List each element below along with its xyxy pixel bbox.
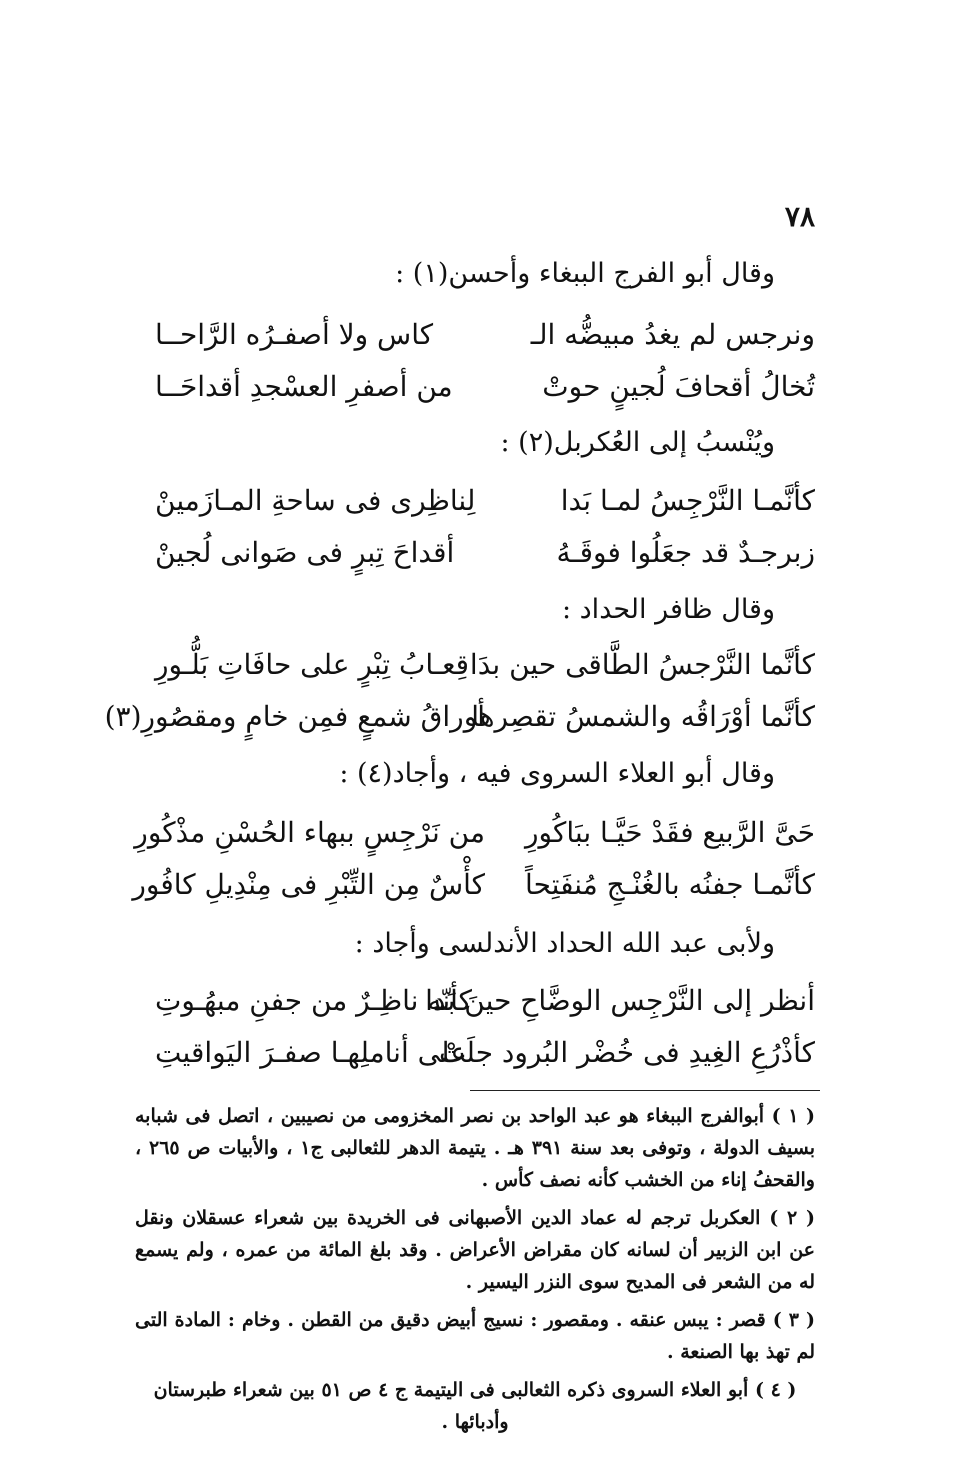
- poem-intro: ولأبى عبد الله الحداد الأندلسى وأجاد :: [354, 928, 775, 959]
- verse-line: [132, 860, 815, 910]
- verse-line: [155, 640, 815, 690]
- second-hemistich: أقداحَ تِبرٍ فى صَوانى لُجينْ: [155, 536, 455, 569]
- poem-intro: ويُنْسبُ إلى العُكربل(٢) :: [500, 427, 775, 458]
- second-hemistich: قِعـابُ تِبْرٍ على حافَاتِ بَلُّـورِ: [155, 648, 469, 681]
- first-hemistich: كأنَّمـا النَّرْجِسُ لمـا بَدا: [560, 484, 815, 517]
- verse-line: [104, 692, 815, 742]
- second-hemistich: كأنّه ناظِـرٌ من جفنِ مبهُـوتِ: [155, 984, 473, 1017]
- footnote: ( ١ ) أبوالفرج الببغاء هو عبد الواحد بن نصر المخزومى من نصيبين ، اتصل فى شبابه بسيف الدولة ، وتوفى بعد سنة ٣٩١ هـ . يتيمة الدهر للثعالبى ج١ ، والأبيات ص ٢٦٥ ، والقحفُ إناء من الخشب كأنه نصف كأس .: [135, 1105, 816, 1191]
- first-hemistich: كأنَّما النَّرْجسُ الطَّاقى حين بدَا: [469, 648, 815, 681]
- footnote: ( ٢ ) العكربل ترجم له عماد الدين الأصبهانى فى الخريدة بين شعراء عسقلان ونقل عن ابن الزبير أن لسانه كان مقراض الأعراض . وقد بلغ المائة من عمره ، ولم يسمع له من الشعر فى المديح سوى النزر اليسير .: [135, 1207, 815, 1293]
- first-hemistich: ونرجس لم يغدُ مبيضُّه الـ: [530, 318, 815, 351]
- first-hemistich: حَىَّ الرَّبيع فقَدْ حَيَّـا ببَاكُورِ: [525, 816, 815, 849]
- first-hemistich: زبرجـدٌ قد جعَلُوا فوقَـهُ: [556, 536, 815, 569]
- first-hemistich: أنظر إلى النَّرْجِس الوضَّاحِ حينَ بَدا: [425, 984, 815, 1017]
- first-hemistich: كأذْرُعِ الغِيدِ فى خُضْر البُرود جلَتْ: [438, 1036, 815, 1069]
- page-number: ٧٨: [784, 200, 815, 233]
- footnote-divider: [470, 1090, 820, 1091]
- first-hemistich: كأنَّما أوْرَاقُه والشمسُ تقصِرها: [471, 700, 815, 733]
- footnote: ( ٣ ) قصر : يبس عنقه . ومقصور : نسيج أبيض دقيق من القطن . وخام : المادة التى لم تهذ بها الصنعة .: [135, 1309, 815, 1363]
- footnote: ( ٤ ) أبو العلاء السروى ذكره الثعالبى فى اليتيمة ج ٤ ص ٥١ بين شعراء طبرستان وأدبائها .: [153, 1379, 797, 1433]
- poem-intro: وقال ظافر الحداد :: [561, 594, 775, 625]
- verse-line: [134, 808, 815, 858]
- second-hemistich: لِناظِرى فى ساحةِ المـازَمينْ: [155, 484, 476, 517]
- second-hemistich: كاس ولا أصفـرُه الرَّاحــا: [155, 318, 434, 351]
- second-hemistich: على أناملِهـا صفـرَ اليَواقيتِ: [155, 1036, 467, 1069]
- second-hemistich: أوراقُ شمعٍ فمِن خامٍ ومقصُورِ(٣): [104, 700, 485, 733]
- footnotes: [135, 1100, 815, 1444]
- verse-line: [155, 528, 815, 578]
- second-hemistich: من نَرْجِسٍ ببهاء الحُسْنِ مذْكُورِ: [134, 816, 485, 849]
- verse-line: [155, 976, 815, 1026]
- verse-line: [155, 362, 815, 412]
- second-hemistich: كأْسٌ مِن التِّبْرِ فى مِنْدِيلِ كافُور: [132, 868, 485, 901]
- verse-line: [155, 1028, 815, 1078]
- poem-intro: وقال أبو الفرج الببغاء وأحسن(١) :: [395, 258, 775, 289]
- first-hemistich: كأنَّمـا جفنُه بالغُنْـجِ مُنفَتِحاً: [525, 868, 815, 901]
- verse-line: [155, 310, 815, 360]
- second-hemistich: من أصفرِ العسْجدِ أقداحَــا: [155, 370, 453, 403]
- first-hemistich: تُخالُ أقحافَ لُجينٍ حوتْ: [542, 370, 815, 403]
- poem-intro: وقال أبو العلاء السروى فيه ، وأجاد(٤) :: [339, 758, 775, 789]
- verse-line: [155, 476, 815, 526]
